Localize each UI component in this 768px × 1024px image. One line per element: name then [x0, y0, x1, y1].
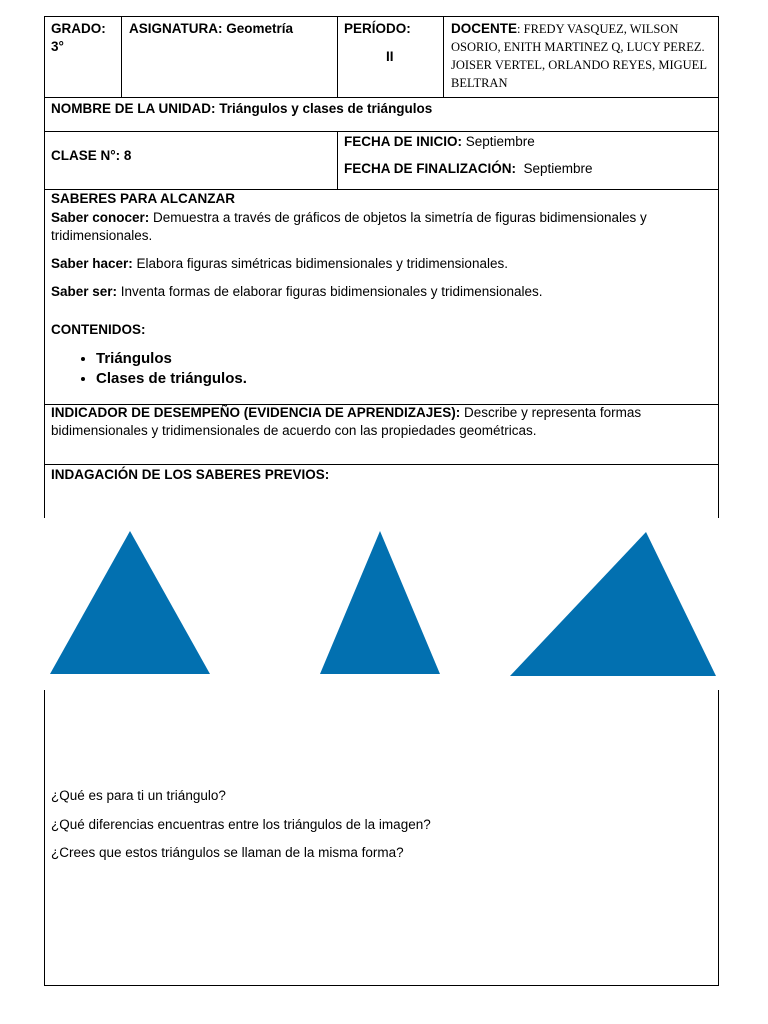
clase-divider — [337, 131, 338, 189]
fecha-fin-value: Septiembre — [516, 161, 593, 176]
scalene-triangle — [510, 532, 716, 676]
indicador-text: Describe y representa formas bidimensionales y tridimensionales de acuerdo con las propiedades geométricas. — [51, 405, 642, 438]
triangles-image — [44, 518, 768, 690]
unidad-title: NOMBRE DE LA UNIDAD: Triángulos y clases de triángulos — [51, 101, 433, 116]
fecha-fin — [344, 160, 593, 178]
fecha-inicio — [344, 133, 535, 151]
indagacion-title: INDAGACIÓN DE LOS SABERES PREVIOS: — [51, 467, 330, 482]
question-2: ¿Qué diferencias encuentras entre los triángulos de la imagen? — [51, 817, 431, 832]
header-divider-3 — [443, 16, 444, 98]
isosceles-triangle — [320, 531, 440, 674]
question-3: ¿Crees que estos triángulos se llaman de la misma forma? — [51, 845, 404, 860]
fecha-fin-label: FECHA DE FINALIZACIÓN: — [344, 161, 516, 176]
clase-numero: CLASE N°: 8 — [51, 148, 132, 163]
row-divider — [44, 464, 719, 465]
docente-names: : FREDY VASQUEZ, WILSON OSORIO, ENITH MARTINEZ Q, LUCY PEREZ. JOISER VERTEL, ORLANDO REYES, MIGUEL BELTRAN — [451, 22, 707, 90]
fecha-inicio-label: FECHA DE INICIO: — [344, 134, 462, 149]
saber-hacer-label: Saber hacer: — [51, 256, 133, 271]
header-divider-1 — [121, 16, 122, 98]
contenidos-list — [52, 349, 247, 389]
contenido-item: • Clases de triángulos. — [96, 369, 247, 389]
indicador-label: INDICADOR DE DESEMPEÑO (EVIDENCIA DE APRENDIZAJES): — [51, 405, 461, 420]
docente-label: DOCENTE — [451, 21, 518, 36]
grado-value: 3° — [51, 39, 64, 54]
row-divider — [44, 97, 719, 98]
grado-label: GRADO: — [51, 21, 106, 36]
periodo-value: II — [386, 49, 394, 64]
row-divider — [44, 131, 719, 132]
docente — [451, 20, 713, 92]
periodo-label: PERÍODO: — [344, 21, 411, 36]
fecha-inicio-value: Septiembre — [462, 134, 535, 149]
saber-ser-label: Saber ser: — [51, 284, 118, 299]
header-divider-2 — [337, 16, 338, 98]
question-1: ¿Qué es para ti un triángulo? — [51, 788, 226, 803]
saber-hacer — [51, 255, 508, 273]
indicador — [51, 404, 691, 440]
saber-conocer-label: Saber conocer: — [51, 210, 150, 225]
asignatura: ASIGNATURA: Geometría — [129, 21, 294, 36]
saber-hacer-text: Elabora figuras simétricas bidimensionales y tridimensionales. — [132, 256, 508, 271]
contenido-item: • Triángulos — [96, 349, 247, 369]
saber-ser-text: Inventa formas de elaborar figuras bidimensionales y tridimensionales. — [117, 284, 543, 299]
saber-conocer — [51, 209, 691, 245]
equilateral-triangle — [50, 531, 210, 674]
saber-conocer-text: Demuestra a través de gráficos de objetos la simetría de figuras bidimensionales y tridimensionales. — [51, 210, 647, 243]
contenidos-title: CONTENIDOS: — [51, 322, 146, 337]
saber-ser — [51, 283, 543, 301]
saberes-title: SABERES PARA ALCANZAR — [51, 191, 236, 206]
